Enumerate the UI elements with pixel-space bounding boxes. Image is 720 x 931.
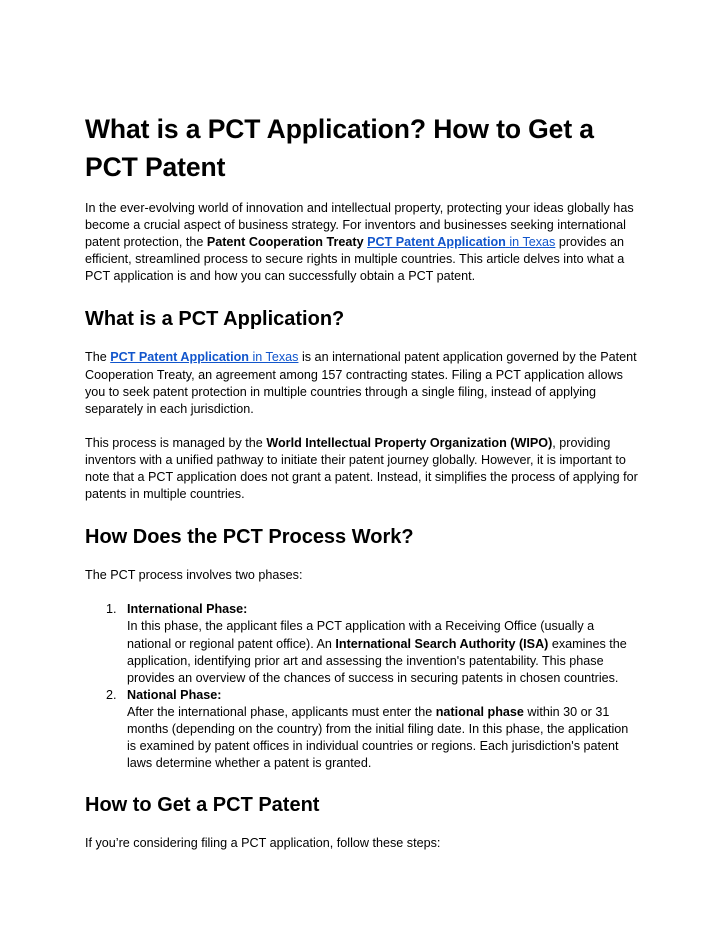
- section-heading-how-pct-works: How Does the PCT Process Work?: [85, 526, 414, 549]
- list-item-title: National Phase:: [127, 687, 222, 702]
- s1p1-pct-link[interactable]: [110, 350, 298, 364]
- phases-list: [85, 601, 640, 772]
- section-heading-how-to-get-patent: How to Get a PCT Patent: [85, 794, 320, 817]
- list-item-bold: International Search Authority (ISA): [335, 636, 549, 651]
- list-item-text-2: within 30 or 31 months (depending on the country) from the initial filing date. In this phase, the application is examined by patent offices in individual countries or regions. Each jurisdiction's patent laws determine whether a patent is granted.: [127, 704, 629, 771]
- s1p1-link-bold: PCT Patent Application: [110, 350, 249, 365]
- s1p2-bold-wipo: World Intellectual Property Organization (WIPO): [266, 435, 553, 450]
- section1-paragraph-1: [85, 349, 640, 417]
- section3-paragraph-1: If you’re considering filing a PCT application, follow these steps:: [85, 836, 441, 851]
- list-item-bold: national phase: [435, 704, 524, 719]
- s1p1-link-rest: in Texas: [248, 350, 299, 365]
- section1-paragraph-2: [85, 435, 640, 503]
- list-item-national-phase: [85, 687, 640, 772]
- document-page: [85, 110, 640, 852]
- section2-paragraph-1: The PCT process involves two phases:: [85, 568, 303, 583]
- list-item-text-1: In this phase, the applicant files a PCT application with a Receiving Office (usually a national or regional patent office). An: [127, 619, 595, 651]
- intro-bold-treaty: Patent Cooperation Treaty: [206, 235, 364, 250]
- page-title: What is a PCT Application? How to Get a PCT Patent: [85, 114, 594, 182]
- s1p2-text-2: , providing inventors with a unified pathway to initiate their patent journey globally. However, it is important to note that a PCT application does not grant a patent. Instead, it simplifies the process of applying for patents in multiple countries.: [85, 435, 638, 502]
- intro-link-bold: PCT Patent Application: [367, 235, 506, 250]
- intro-link-rest: in Texas: [505, 235, 556, 250]
- intro-text-1: In the ever-evolving world of innovation and intellectual property, protecting your ideas globally has become a crucial aspect of business strategy. For inventors and businesses seeking international patent protection, the: [85, 201, 634, 250]
- list-item-title: International Phase:: [127, 602, 248, 617]
- section-heading-what-is-pct: What is a PCT Application?: [85, 308, 345, 331]
- list-item-text-1: After the international phase, applicants must enter the: [127, 704, 436, 719]
- list-number: 1.: [106, 602, 117, 617]
- list-item-international-phase: [85, 601, 640, 686]
- intro-pct-link[interactable]: [367, 235, 555, 249]
- s1p2-text-1: This process is managed by the: [85, 435, 267, 450]
- intro-text-3: provides an efficient, streamlined process to secure rights in multiple countries. This article delves into what a PCT application is and how you can successfully obtain a PCT patent.: [85, 235, 625, 284]
- list-number: 2.: [106, 687, 117, 702]
- s1p1-text-1: The: [85, 350, 111, 365]
- intro-paragraph: [85, 200, 640, 285]
- s1p1-text-2: is an international patent application governed by the Patent Cooperation Treaty, an agreement among 157 contracting states. Filing a PCT application allows you to seek patent protection in multiple countries through a single filing, instead of applying separately in each jurisdiction.: [85, 350, 637, 416]
- list-item-text-2: examines the application, identifying prior art and assessing the invention's patentability. This phase provides an overview of the chances of success in securing patents in chosen countries.: [127, 636, 627, 685]
